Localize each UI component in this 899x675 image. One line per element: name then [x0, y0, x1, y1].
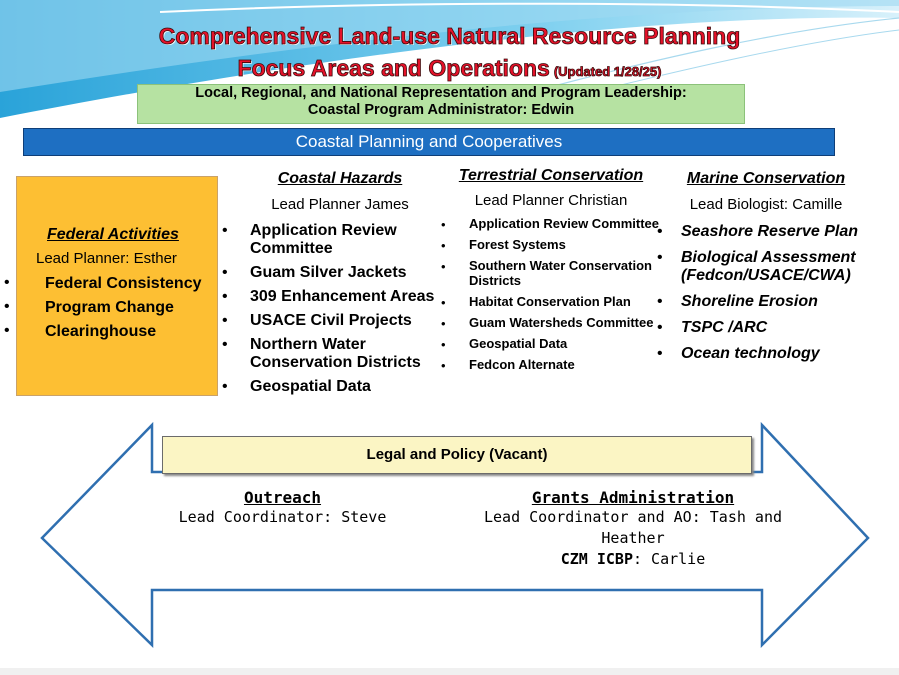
list-item: • Habitat Conservation Plan: [441, 294, 661, 309]
grants-section: [468, 488, 798, 570]
list-item: • Southern Water Conservation Districts: [441, 258, 661, 288]
czm-icbp-line: [468, 549, 798, 570]
list-item: • Application Review Committee: [441, 216, 661, 231]
federal-lead: Lead Planner: Esther: [36, 250, 177, 267]
list-item: • Biological Assessment (Fedcon/USACE/CWA): [657, 249, 882, 285]
list-item: • Federal Consistency: [17, 275, 222, 293]
title-line-1: Comprehensive Land-use Natural Resource Planning: [158, 23, 741, 49]
marine-lead: Lead Biologist: Camille: [689, 196, 843, 213]
list-item: • TSPC /ARC: [657, 319, 882, 337]
list-item: • Shoreline Erosion: [657, 293, 882, 311]
leadership-line-1: Local, Regional, and National Representation and Program Leadership:: [195, 85, 687, 101]
outreach-heading: Outreach: [243, 488, 322, 507]
hazards-heading: Coastal Hazards: [277, 170, 403, 187]
grants-lead: Lead Coordinator and AO: Tash and Heather: [483, 508, 782, 547]
marine-heading: Marine Conservation: [686, 170, 846, 187]
list-item: • Northern Water Conservation Districts: [222, 336, 454, 372]
coastal-planning-banner: Coastal Planning and Cooperatives: [23, 128, 835, 156]
list-item: • 309 Enhancement Areas: [222, 288, 454, 306]
list-item: • Forest Systems: [441, 237, 661, 252]
list-item: • Guam Watersheds Committee: [441, 315, 661, 330]
list-item: • Program Change: [17, 299, 222, 317]
updated-date: (Updated 1/28/25): [553, 64, 662, 79]
terrestrial-heading: Terrestrial Conservation: [458, 167, 644, 184]
list-item: • USACE Civil Projects: [222, 312, 454, 330]
terrestrial-lead: Lead Planner Christian: [474, 192, 628, 209]
list-item: • Application Review Committee: [222, 222, 454, 258]
leadership-line-2: Coastal Program Administrator: Edwin: [307, 102, 575, 118]
outreach-section: [160, 488, 405, 528]
list-item: • Fedcon Alternate: [441, 357, 661, 372]
list-item: • Ocean technology: [657, 345, 882, 363]
legal-policy-box: Legal and Policy (Vacant): [162, 436, 752, 474]
grants-heading: Grants Administration: [531, 488, 735, 507]
title-focus: Focus Areas and Operations: [237, 55, 550, 81]
outreach-lead: Lead Coordinator: Steve: [178, 508, 387, 526]
list-item: • Geospatial Data: [441, 336, 661, 351]
czm-label: CZM ICBP: [560, 550, 633, 568]
federal-heading: Federal Activities: [47, 226, 179, 243]
list-item: • Geospatial Data: [222, 378, 454, 396]
czm-name: : Carlie: [633, 550, 706, 568]
list-item: • Guam Silver Jackets: [222, 264, 454, 282]
hazards-lead: Lead Planner James: [271, 196, 409, 213]
list-item: • Clearinghouse: [17, 323, 222, 341]
list-item: • Seashore Reserve Plan: [657, 223, 882, 241]
